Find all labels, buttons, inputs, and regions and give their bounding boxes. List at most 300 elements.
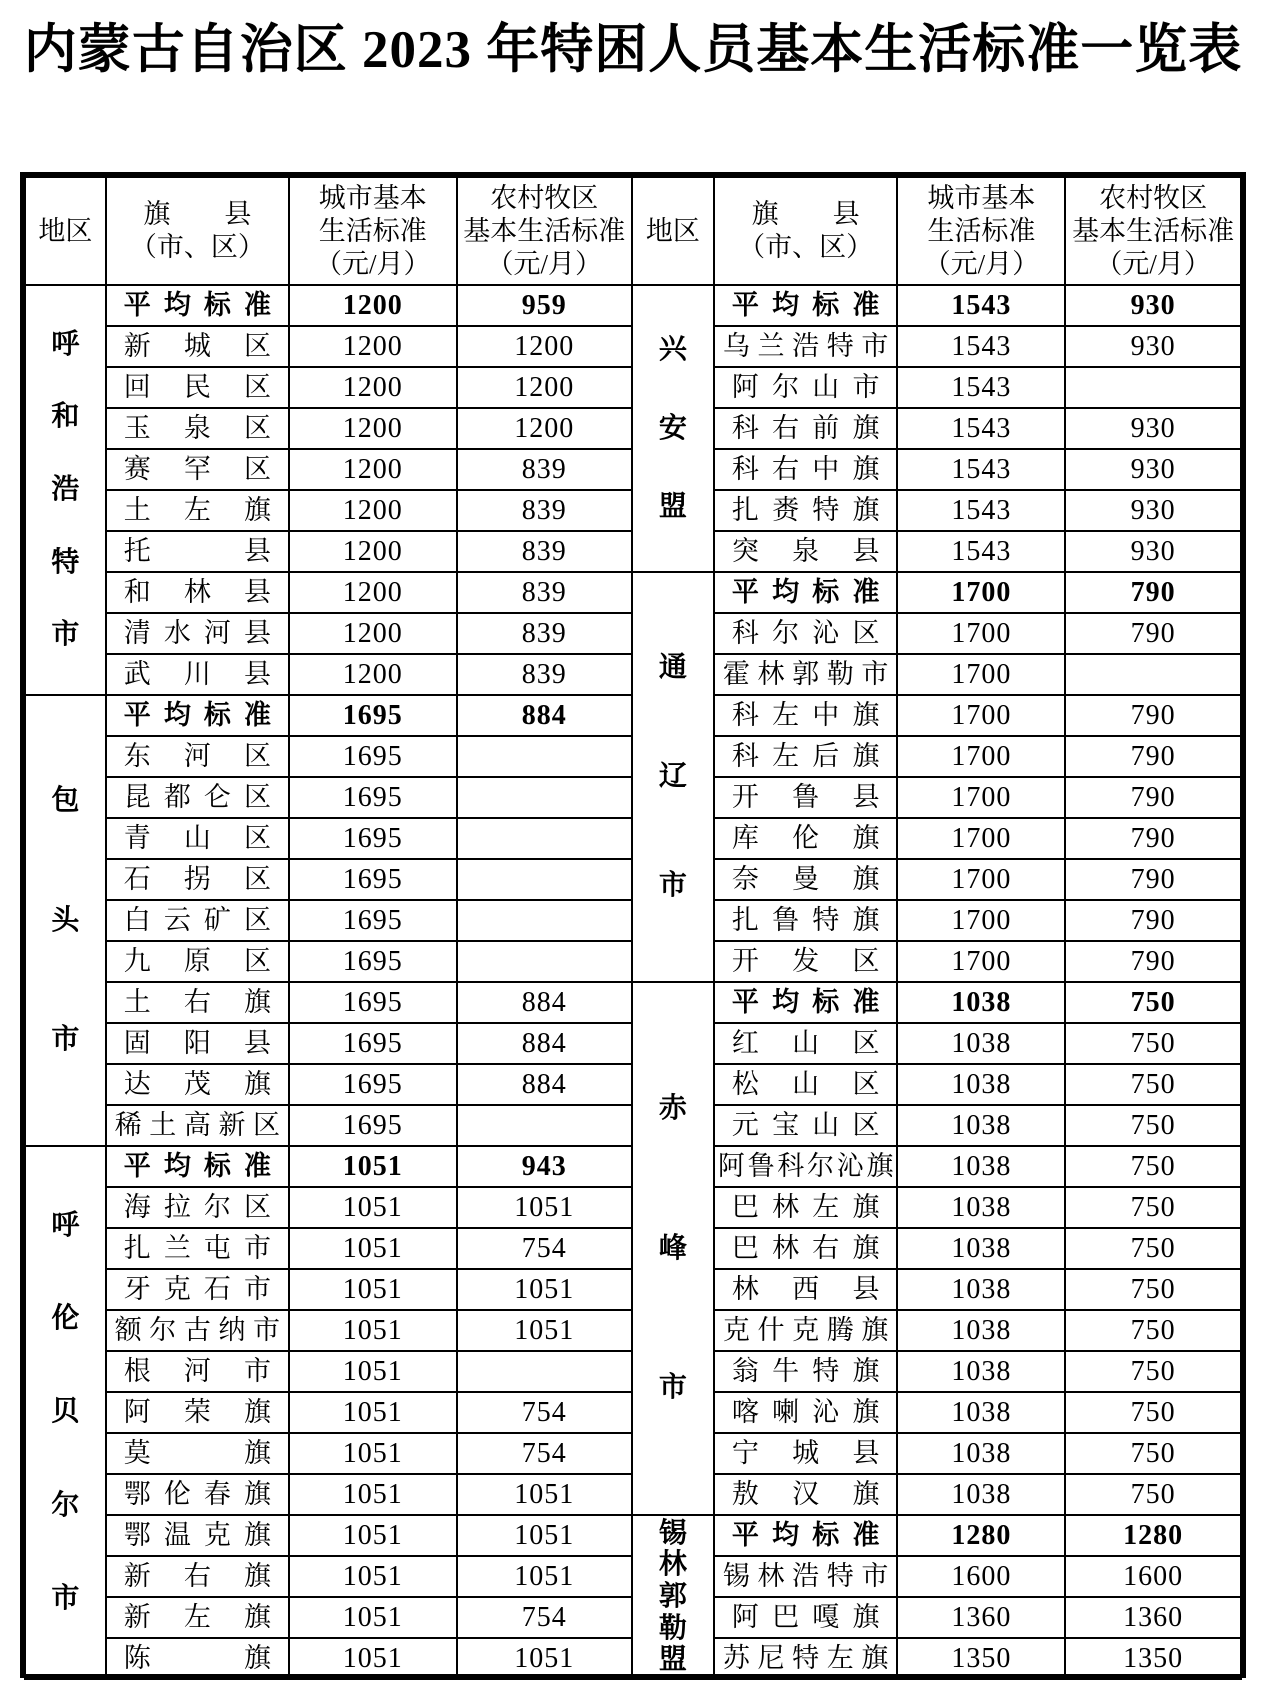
urban-standard-cell: 1695 [289, 695, 457, 736]
county-cell: 库 伦 旗 [714, 818, 898, 859]
urban-standard-cell: 1051 [289, 1556, 457, 1597]
region-char: 安 [658, 412, 687, 444]
rural-standard-cell: 790 [1065, 900, 1241, 941]
table-header-right [633, 177, 1241, 285]
county-cell: 九 原 区 [106, 941, 289, 982]
rural-standard-cell: 750 [1065, 1310, 1241, 1351]
header-rural-line1: 农村牧区 [1099, 182, 1208, 213]
average-standard-row [633, 572, 1241, 613]
urban-standard-cell: 1200 [289, 326, 457, 367]
county-cell: 鄂 温 克 旗 [106, 1515, 289, 1556]
region-char: 勒 [658, 1612, 687, 1644]
table-row [633, 1187, 1241, 1228]
rural-standard-cell: 790 [1065, 818, 1241, 859]
region-char: 呼 [51, 1210, 80, 1242]
rural-standard-cell: 790 [1065, 695, 1241, 736]
table-row [25, 490, 632, 531]
table-row [633, 900, 1241, 941]
region-char: 尔 [51, 1489, 80, 1521]
table-row [633, 859, 1241, 900]
rural-standard-cell: 754 [457, 1433, 632, 1474]
rural-standard-cell: 930 [1065, 449, 1241, 490]
county-cell: 霍 林 郭 勒 市 [714, 654, 898, 695]
rural-standard-cell [457, 941, 632, 982]
region-cell [633, 285, 714, 572]
table-row [25, 818, 632, 859]
region-char: 辽 [658, 761, 687, 792]
table-row [633, 1433, 1241, 1474]
header-county-line1: 旗 县 [143, 199, 252, 229]
region-char: 市 [51, 1023, 80, 1055]
county-cell: 林 西 县 [714, 1269, 898, 1310]
table-row [25, 941, 632, 982]
page-title: 内蒙古自治区 2023 年特困人员基本生活标准一览表 [23, 21, 1243, 79]
county-cell: 阿 鲁 科 尔 沁 旗 [714, 1146, 898, 1187]
table-right-half [633, 176, 1242, 1680]
rural-standard-cell: 1280 [1065, 1515, 1241, 1556]
county-cell: 阿 巴 嘎 旗 [714, 1597, 898, 1638]
county-cell: 锡 林 浩 特 市 [714, 1556, 898, 1597]
county-cell: 和 林 县 [106, 572, 289, 613]
county-cell: 开 发 区 [714, 941, 898, 982]
region-char: 特 [51, 546, 80, 578]
urban-standard-cell: 1543 [897, 408, 1065, 449]
rural-standard-cell: 884 [457, 1023, 632, 1064]
table-body-right [633, 285, 1241, 1679]
urban-standard-cell: 1700 [897, 695, 1065, 736]
rural-standard-cell: 790 [1065, 777, 1241, 818]
county-cell: 昆 都 仑 区 [106, 777, 289, 818]
rural-standard-cell: 1051 [457, 1187, 632, 1228]
header-rural-line2: 基本生活标准 [1072, 215, 1235, 246]
average-standard-row [25, 1146, 632, 1187]
rural-standard-cell: 839 [457, 613, 632, 654]
average-standard-row [633, 285, 1241, 326]
average-standard-row [633, 982, 1241, 1023]
county-cell: 扎 赉 特 旗 [714, 490, 898, 531]
region-char: 呼 [51, 328, 80, 360]
rural-standard-cell: 754 [457, 1228, 632, 1269]
urban-standard-cell: 1700 [897, 572, 1065, 613]
urban-standard-cell: 1038 [897, 1310, 1065, 1351]
region-char: 通 [658, 652, 687, 683]
region-cell [25, 695, 106, 1146]
table-row [25, 1269, 632, 1310]
rural-standard-cell: 790 [1065, 613, 1241, 654]
urban-standard-cell: 1700 [897, 736, 1065, 777]
table-row [25, 613, 632, 654]
header-rural-line3: （元/月） [1095, 248, 1211, 279]
region-label [26, 1147, 105, 1678]
average-standard-row [25, 695, 632, 736]
table-row [633, 1638, 1241, 1679]
county-cell: 突 泉 县 [714, 531, 898, 572]
rural-standard-cell: 884 [457, 982, 632, 1023]
region-char: 锡 [658, 1517, 687, 1549]
table-row [25, 449, 632, 490]
county-cell: 达 茂 旗 [106, 1064, 289, 1105]
county-cell: 元 宝 山 区 [714, 1105, 898, 1146]
urban-standard-cell: 1200 [289, 490, 457, 531]
region-char: 贝 [51, 1396, 80, 1428]
table-row [633, 1105, 1241, 1146]
table-row [633, 531, 1241, 572]
region-char: 包 [51, 785, 80, 817]
county-cell: 东 河 区 [106, 736, 289, 777]
column-header-county [714, 177, 898, 285]
table-row [633, 1269, 1241, 1310]
rural-standard-cell [457, 1351, 632, 1392]
region-label [633, 1516, 713, 1678]
table-row [633, 449, 1241, 490]
region-char: 伦 [51, 1303, 80, 1335]
rural-standard-cell: 750 [1065, 1433, 1241, 1474]
urban-standard-cell: 1695 [289, 1023, 457, 1064]
urban-standard-cell: 1350 [897, 1638, 1065, 1679]
table-row [25, 1187, 632, 1228]
column-header-rural [457, 177, 632, 285]
urban-standard-cell: 1543 [897, 326, 1065, 367]
county-cell: 平 均 标 准 [714, 572, 898, 613]
urban-standard-cell: 1543 [897, 490, 1065, 531]
rural-standard-cell: 754 [457, 1392, 632, 1433]
county-cell: 额 尔 古 纳 市 [106, 1310, 289, 1351]
table-row [633, 326, 1241, 367]
urban-standard-cell: 1360 [897, 1597, 1065, 1638]
urban-standard-cell: 1051 [289, 1269, 457, 1310]
county-cell: 阿 尔 山 市 [714, 367, 898, 408]
rural-standard-cell: 930 [1065, 408, 1241, 449]
urban-standard-cell: 1038 [897, 1228, 1065, 1269]
rural-standard-cell: 1051 [457, 1474, 632, 1515]
region-char: 浩 [51, 473, 80, 505]
rural-standard-cell: 750 [1065, 1269, 1241, 1310]
urban-standard-cell: 1543 [897, 367, 1065, 408]
header-row [633, 177, 1241, 285]
table-left-half [24, 176, 633, 1680]
county-cell: 克 什 克 腾 旗 [714, 1310, 898, 1351]
header-urban-line2: 生活标准 [927, 215, 1036, 246]
urban-standard-cell: 1695 [289, 777, 457, 818]
table-row [633, 941, 1241, 982]
rural-standard-cell: 790 [1065, 859, 1241, 900]
region-char: 市 [51, 1582, 80, 1614]
county-cell: 鄂 伦 春 旗 [106, 1474, 289, 1515]
urban-standard-cell: 1200 [289, 285, 457, 326]
county-cell: 奈 曼 旗 [714, 859, 898, 900]
urban-standard-cell: 1051 [289, 1638, 457, 1679]
county-cell: 科 右 中 旗 [714, 449, 898, 490]
county-cell: 石 拐 区 [106, 859, 289, 900]
rural-standard-cell: 1051 [457, 1269, 632, 1310]
region-cell [633, 572, 714, 982]
county-cell: 新 左 旗 [106, 1597, 289, 1638]
rural-standard-cell: 790 [1065, 736, 1241, 777]
county-cell: 青 山 区 [106, 818, 289, 859]
header-row [25, 177, 632, 285]
rural-standard-cell: 1360 [1065, 1597, 1241, 1638]
table-row [25, 777, 632, 818]
header-urban-line3: （元/月） [923, 248, 1040, 279]
urban-standard-cell: 1038 [897, 1146, 1065, 1187]
rural-standard-cell [1065, 367, 1241, 408]
table-row [633, 736, 1241, 777]
rural-standard-cell: 750 [1065, 1228, 1241, 1269]
region-cell [633, 1515, 714, 1679]
rural-standard-cell: 930 [1065, 285, 1241, 326]
region-label [633, 573, 713, 981]
table-row [633, 1228, 1241, 1269]
rural-standard-cell: 839 [457, 449, 632, 490]
rural-standard-cell [457, 900, 632, 941]
urban-standard-cell: 1700 [897, 900, 1065, 941]
county-cell: 巴 林 右 旗 [714, 1228, 898, 1269]
rural-standard-cell: 790 [1065, 941, 1241, 982]
county-cell: 开 鲁 县 [714, 777, 898, 818]
average-standard-row [25, 285, 632, 326]
header-county-line2: （市、区） [129, 232, 265, 262]
header-rural-line3: （元/月） [486, 248, 603, 279]
table-row [633, 1146, 1241, 1187]
column-header-region [633, 177, 714, 285]
rural-standard-cell: 839 [457, 531, 632, 572]
urban-standard-cell: 1700 [897, 818, 1065, 859]
urban-standard-cell: 1600 [897, 1556, 1065, 1597]
urban-standard-cell: 1200 [289, 531, 457, 572]
rural-standard-cell: 839 [457, 572, 632, 613]
county-cell: 赛 罕 区 [106, 449, 289, 490]
rural-standard-cell: 790 [1065, 572, 1241, 613]
rural-standard-cell [457, 1105, 632, 1146]
table-row [25, 367, 632, 408]
table-row [25, 1474, 632, 1515]
rural-standard-cell: 1200 [457, 326, 632, 367]
county-cell: 稀 土 高 新 区 [106, 1105, 289, 1146]
urban-standard-cell: 1038 [897, 1269, 1065, 1310]
county-cell: 科 尔 沁 区 [714, 613, 898, 654]
county-cell: 土 右 旗 [106, 982, 289, 1023]
region-char: 郭 [658, 1580, 687, 1612]
table-row [633, 1597, 1241, 1638]
rural-standard-cell: 839 [457, 654, 632, 695]
table-row [25, 531, 632, 572]
county-cell: 扎 兰 屯 市 [106, 1228, 289, 1269]
column-header-region [25, 177, 106, 285]
table-row [25, 1023, 632, 1064]
rural-standard-cell: 1200 [457, 367, 632, 408]
table-row [633, 1474, 1241, 1515]
header-urban-line3: （元/月） [315, 248, 431, 279]
county-cell: 平 均 标 准 [714, 982, 898, 1023]
county-cell: 白 云 矿 区 [106, 900, 289, 941]
county-cell: 土 左 旗 [106, 490, 289, 531]
rural-standard-cell: 930 [1065, 490, 1241, 531]
table-row [25, 1433, 632, 1474]
header-rural-line1: 农村牧区 [490, 182, 599, 213]
urban-standard-cell: 1038 [897, 1064, 1065, 1105]
rural-standard-cell [1065, 654, 1241, 695]
county-cell: 陈 旗 [106, 1638, 289, 1679]
column-header-urban [289, 177, 457, 285]
rural-standard-cell [457, 818, 632, 859]
county-cell: 乌 兰 浩 特 市 [714, 326, 898, 367]
urban-standard-cell: 1695 [289, 900, 457, 941]
table-row [633, 408, 1241, 449]
column-header-county [106, 177, 289, 285]
rural-standard-cell: 943 [457, 1146, 632, 1187]
column-header-urban [897, 177, 1065, 285]
county-cell: 科 右 前 旗 [714, 408, 898, 449]
county-cell: 扎 鲁 特 旗 [714, 900, 898, 941]
rural-standard-cell: 750 [1065, 1474, 1241, 1515]
urban-standard-cell: 1695 [289, 818, 457, 859]
rural-standard-cell: 750 [1065, 1351, 1241, 1392]
rural-standard-cell: 1350 [1065, 1638, 1241, 1679]
table-row [25, 654, 632, 695]
table-row [633, 367, 1241, 408]
urban-standard-cell: 1695 [289, 859, 457, 900]
urban-standard-cell: 1051 [289, 1146, 457, 1187]
header-county-line2: （市、区） [738, 232, 874, 262]
table-row [25, 1638, 632, 1679]
header-urban-line1: 城市基本 [318, 182, 427, 213]
urban-standard-cell: 1695 [289, 1064, 457, 1105]
region-char: 市 [51, 619, 80, 651]
table-row [25, 982, 632, 1023]
rural-standard-cell: 750 [1065, 1064, 1241, 1105]
table-row [25, 1351, 632, 1392]
table-row [633, 1556, 1241, 1597]
county-cell: 平 均 标 准 [106, 285, 289, 326]
table-row [25, 1392, 632, 1433]
rural-standard-cell: 930 [1065, 531, 1241, 572]
rural-standard-cell: 1051 [457, 1310, 632, 1351]
urban-standard-cell: 1543 [897, 531, 1065, 572]
region-char: 峰 [658, 1232, 687, 1264]
region-char: 盟 [658, 490, 687, 522]
table-row [633, 490, 1241, 531]
table-row [633, 1310, 1241, 1351]
county-cell: 阿 荣 旗 [106, 1392, 289, 1433]
urban-standard-cell: 1051 [289, 1515, 457, 1556]
rural-standard-cell: 754 [457, 1597, 632, 1638]
rural-standard-cell: 750 [1065, 1187, 1241, 1228]
region-char: 头 [51, 904, 80, 936]
urban-standard-cell: 1543 [897, 449, 1065, 490]
header-rural-line2: 基本生活标准 [463, 215, 626, 246]
urban-standard-cell: 1038 [897, 1023, 1065, 1064]
column-header-rural [1065, 177, 1241, 285]
rural-standard-cell: 750 [1065, 1392, 1241, 1433]
urban-standard-cell: 1051 [289, 1597, 457, 1638]
table-row [633, 1392, 1241, 1433]
region-label [26, 286, 105, 694]
urban-standard-cell: 1038 [897, 1187, 1065, 1228]
rural-standard-cell: 1600 [1065, 1556, 1241, 1597]
urban-standard-cell: 1200 [289, 408, 457, 449]
region-char: 盟 [658, 1644, 687, 1676]
table-row [633, 654, 1241, 695]
table-row [25, 1064, 632, 1105]
urban-standard-cell: 1038 [897, 1392, 1065, 1433]
table-row [633, 1064, 1241, 1105]
county-cell: 武 川 县 [106, 654, 289, 695]
average-standard-row [633, 1515, 1241, 1556]
urban-standard-cell: 1038 [897, 1433, 1065, 1474]
urban-standard-cell: 1700 [897, 613, 1065, 654]
table-row [25, 408, 632, 449]
header-urban-line2: 生活标准 [318, 215, 427, 246]
county-cell: 固 阳 县 [106, 1023, 289, 1064]
county-cell: 根 河 市 [106, 1351, 289, 1392]
county-cell: 翁 牛 特 旗 [714, 1351, 898, 1392]
urban-standard-cell: 1038 [897, 1351, 1065, 1392]
header-county-line1: 旗 县 [751, 199, 860, 229]
urban-standard-cell: 1038 [897, 1105, 1065, 1146]
table-row [25, 1515, 632, 1556]
table-row [25, 1310, 632, 1351]
region-char: 和 [51, 401, 80, 433]
urban-standard-cell: 1038 [897, 982, 1065, 1023]
urban-standard-cell: 1051 [289, 1433, 457, 1474]
table-row [633, 818, 1241, 859]
table-row [25, 736, 632, 777]
rural-standard-cell [457, 777, 632, 818]
region-char: 林 [658, 1549, 687, 1581]
table-row [25, 900, 632, 941]
region-char: 市 [658, 870, 687, 901]
urban-standard-cell: 1200 [289, 654, 457, 695]
table-row [633, 1351, 1241, 1392]
urban-standard-cell: 1700 [897, 654, 1065, 695]
header-urban-line1: 城市基本 [927, 182, 1036, 213]
county-cell: 红 山 区 [714, 1023, 898, 1064]
county-cell: 牙 克 石 市 [106, 1269, 289, 1310]
urban-standard-cell: 1695 [289, 941, 457, 982]
urban-standard-cell: 1543 [897, 285, 1065, 326]
county-cell: 宁 城 县 [714, 1433, 898, 1474]
county-cell: 松 山 区 [714, 1064, 898, 1105]
table-body-left [25, 285, 632, 1679]
county-cell: 回 民 区 [106, 367, 289, 408]
table-row [25, 859, 632, 900]
table-row [633, 695, 1241, 736]
rural-standard-cell: 750 [1065, 1146, 1241, 1187]
table-row [25, 1105, 632, 1146]
region-label [633, 286, 713, 571]
rural-standard-cell: 750 [1065, 982, 1241, 1023]
county-cell: 新 城 区 [106, 326, 289, 367]
county-cell: 平 均 标 准 [106, 695, 289, 736]
urban-standard-cell: 1051 [289, 1310, 457, 1351]
header-region-label: 地区 [645, 215, 700, 246]
county-cell: 平 均 标 准 [714, 1515, 898, 1556]
urban-standard-cell: 1695 [289, 736, 457, 777]
table-row [633, 613, 1241, 654]
table-row [25, 1228, 632, 1269]
table-row [25, 572, 632, 613]
header-region-label: 地区 [38, 215, 93, 246]
urban-standard-cell: 1200 [289, 367, 457, 408]
table-row [633, 777, 1241, 818]
urban-standard-cell: 1051 [289, 1228, 457, 1269]
rural-standard-cell: 750 [1065, 1023, 1241, 1064]
county-cell: 新 右 旗 [106, 1556, 289, 1597]
rural-standard-cell: 884 [457, 695, 632, 736]
county-cell: 清 水 河 县 [106, 613, 289, 654]
county-cell: 海 拉 尔 区 [106, 1187, 289, 1228]
region-char: 兴 [658, 334, 687, 366]
